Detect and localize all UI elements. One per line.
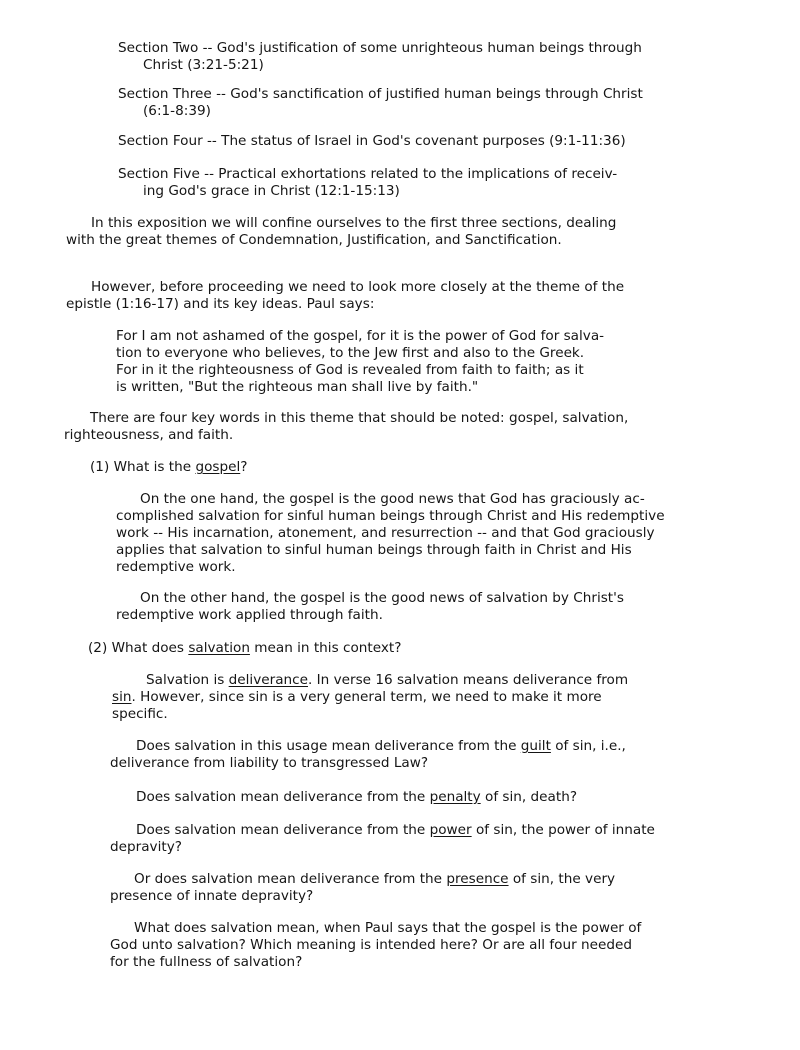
quote-line1: For I am not ashamed of the gospel, for it is the power of God for salva- <box>116 328 605 344</box>
penalty-text-a: Does salvation mean deliverance from the <box>136 789 430 805</box>
presence-text-c: of sin, the very <box>508 871 616 887</box>
gospel-p1-line4: applies that salvation to sinful human beings through faith in Christ and His <box>116 542 632 558</box>
q2-prefix: (2) What does <box>88 640 189 656</box>
presence-question <box>110 871 615 905</box>
gospel-p1-line1: On the one hand, the gospel is the good news that God has graciously ac- <box>140 491 645 507</box>
salv-text-e: . However, since sin is a very general term, we need to make it more <box>131 689 602 705</box>
penalty-text-c: of sin, death? <box>480 789 578 805</box>
section-five-line2: ing God's grace in Christ (12:1-15:13) <box>143 183 400 199</box>
key-words-line1: There are four key words in this theme that should be noted: gospel, salvation, <box>90 410 629 426</box>
salvation-paragraph <box>112 672 628 723</box>
presence-text-a: Or does salvation mean deliverance from the <box>134 871 447 887</box>
key-words-paragraph <box>64 410 628 444</box>
penalty-keyword: penalty <box>429 789 481 805</box>
salv-keyword-deliverance: deliverance <box>228 672 308 688</box>
exposition-line2: with the great themes of Condemnation, Justification, and Sanctification. <box>66 232 562 248</box>
theme-intro-line2: epistle (1:16-17) and its key ideas. Paul says: <box>66 296 375 312</box>
final-q-line2: God unto salvation? Which meaning is intended here? Or are all four needed <box>110 937 632 953</box>
theme-intro-paragraph <box>66 279 624 313</box>
gospel-paragraph-two <box>116 590 624 624</box>
guilt-text-a: Does salvation in this usage mean deliverance from the <box>136 738 521 754</box>
question-gospel-heading <box>90 459 247 476</box>
q2-keyword-salvation: salvation <box>188 640 250 656</box>
question-salvation-heading <box>88 640 401 657</box>
exposition-line1: In this exposition we will confine ourselves to the first three sections, dealing <box>91 215 617 231</box>
penalty-question <box>136 789 577 806</box>
quote-line2: tion to everyone who believes, to the Jew first and also to the Greek. <box>116 345 585 361</box>
guilt-keyword: guilt <box>520 738 551 754</box>
power-text-d: depravity? <box>110 839 182 855</box>
key-words-line2: righteousness, and faith. <box>64 427 234 443</box>
presence-keyword: presence <box>446 871 509 887</box>
gospel-p2-line1: On the other hand, the gospel is the good news of salvation by Christ's <box>140 590 624 606</box>
final-question-paragraph <box>110 920 641 971</box>
section-three-line1: Section Three -- God's sanctification of justified human beings through Christ <box>118 86 643 102</box>
section-four-entry <box>118 133 626 150</box>
section-two-line2: Christ (3:21-5:21) <box>143 57 264 73</box>
gospel-p2-line2: redemptive work applied through faith. <box>116 607 383 623</box>
block-quote <box>116 328 604 396</box>
guilt-text-d: deliverance from liability to transgressed Law? <box>110 755 429 771</box>
quote-line3: For in it the righteousness of God is revealed from faith to faith; as it <box>116 362 584 378</box>
salv-text-c: . In verse 16 salvation means deliverance from <box>307 672 629 688</box>
section-two-entry <box>118 40 642 74</box>
q1-suffix: ? <box>240 459 248 475</box>
power-text-a: Does salvation mean deliverance from the <box>136 822 430 838</box>
salv-keyword-sin: sin <box>112 689 132 705</box>
gospel-p1-line3: work -- His incarnation, atonement, and resurrection -- and that God graciously <box>116 525 655 541</box>
final-q-line3: for the fullness of salvation? <box>110 954 303 970</box>
final-q-line1: What does salvation mean, when Paul says that the gospel is the power of <box>134 920 642 936</box>
section-five-line1: Section Five -- Practical exhortations related to the implications of receiv- <box>118 166 618 182</box>
section-three-line2: (6:1-8:39) <box>143 103 211 119</box>
gospel-p1-line2: complished salvation for sinful human beings through Christ and His redemptive <box>116 508 665 524</box>
q1-keyword-gospel: gospel <box>195 459 241 475</box>
salv-text-f: specific. <box>112 706 168 722</box>
power-question <box>110 822 655 856</box>
q1-prefix: (1) What is the <box>90 459 196 475</box>
presence-text-d: presence of innate depravity? <box>110 888 314 904</box>
salv-text-a: Salvation is <box>146 672 229 688</box>
section-two-line1: Section Two -- God's justification of some unrighteous human beings through <box>118 40 642 56</box>
gospel-p1-line5: redemptive work. <box>116 559 236 575</box>
guilt-question <box>110 738 626 772</box>
exposition-paragraph <box>66 215 616 249</box>
section-three-entry <box>118 86 643 120</box>
power-text-c: of sin, the power of innate <box>471 822 655 838</box>
theme-intro-line1: However, before proceeding we need to look more closely at the theme of the <box>91 279 625 295</box>
quote-line4: is written, "But the righteous man shall live by faith." <box>116 379 479 395</box>
gospel-paragraph-one <box>116 491 665 576</box>
section-five-entry <box>118 166 617 200</box>
power-keyword: power <box>429 822 472 838</box>
section-four-line1: Section Four -- The status of Israel in God's covenant purposes (9:1-11:36) <box>118 133 626 149</box>
guilt-text-c: of sin, i.e., <box>550 738 626 754</box>
q2-suffix: mean in this context? <box>249 640 402 656</box>
